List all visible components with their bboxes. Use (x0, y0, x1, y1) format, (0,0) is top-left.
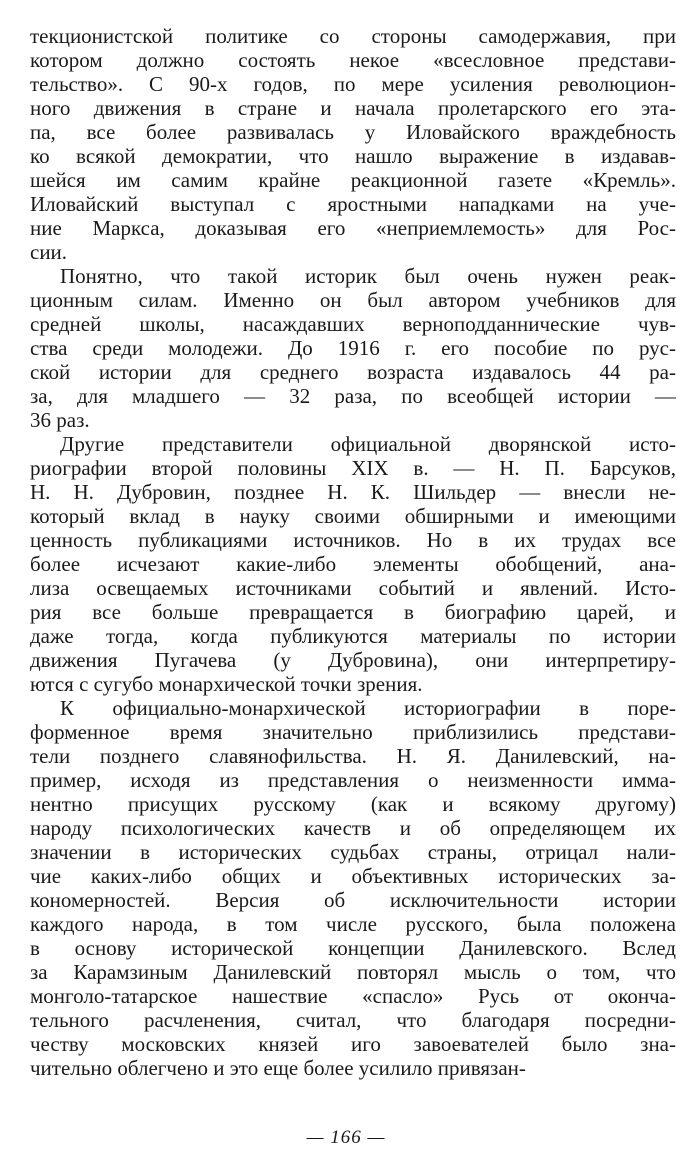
text-line: кономерностей. Версия об исключительности истории (30, 888, 676, 912)
paragraph (30, 696, 676, 1080)
text-line: в основу исторической концепции Данилевского. Вслед (30, 936, 676, 960)
text-line: тельство». С 90-х годов, по мере усиления революцион- (30, 72, 676, 96)
text-line: более исчезают какие-либо элементы обобщений, ана- (30, 552, 676, 576)
text-line: ного движения в стране и начала пролетарского его эта- (30, 96, 676, 120)
text-line: сии. (30, 240, 68, 264)
text-line: ценность публикациями источников. Но в их трудах все (30, 528, 676, 552)
text-line: монголо-татарское нашествие «спасло» Русь от оконча- (30, 984, 676, 1008)
text-line: движения Пугачева (у Дубровина), они интерпретиру- (30, 648, 676, 672)
text-line: котором должно состоять некое «всесловное представи- (30, 48, 676, 72)
page-number: — 166 — (306, 1127, 386, 1148)
text-line: К официально-монархической историографии в поре- (60, 696, 676, 720)
paragraph (30, 432, 676, 696)
text-line: пример, исходя из представления о неизменности имма- (30, 768, 676, 792)
text-line: ко всякой демократии, что нашло выражение в издавав- (30, 144, 676, 168)
text-line: за, для младшего — 32 раза, по всеобщей истории — (30, 384, 676, 408)
text-line: ются с сугубо монархической точки зрения. (30, 672, 423, 696)
text-line: тели позднего славянофильства. Н. Я. Данилевский, на- (30, 744, 676, 768)
text-line: честву московских князей иго завоевателей было зна- (30, 1032, 676, 1056)
text-line: тельного расчленения, считал, что благодаря посредни- (30, 1008, 676, 1032)
text-line: ской истории для среднего возраста издавалось 44 ра- (30, 360, 676, 384)
text-line: текционистской политике со стороны самодержавия, при (30, 24, 676, 48)
text-line: каждого народа, в том числе русского, была положена (30, 912, 676, 936)
text-line: ние Маркса, доказывая его «неприемлемость» для Рос- (30, 216, 676, 240)
paragraph (30, 264, 676, 432)
text-line: даже тогда, когда публикуются материалы по истории (30, 624, 676, 648)
text-line: па, все более развивалась у Иловайского враждебность (30, 120, 676, 144)
text-line: Н. Н. Дубровин, позднее Н. К. Шильдер — внесли не- (30, 480, 676, 504)
text-line: Другие представители официальной дворянской исто- (60, 432, 676, 456)
text-line: лиза освещаемых источниками событий и явлений. Исто- (30, 576, 676, 600)
page-body-text (30, 24, 676, 1080)
text-line: который вклад в науку своими обширными и имеющими (30, 504, 676, 528)
text-line: рия все больше превращается в биографию царей, и (30, 600, 676, 624)
text-line: ства среди молодежи. До 1916 г. его пособие по рус- (30, 336, 676, 360)
text-line: шейся им самим крайне реакционной газете «Кремль». (30, 168, 676, 192)
text-line: средней школы, насаждавших верноподданнические чув- (30, 312, 676, 336)
text-line: за Карамзиным Данилевский повторял мысль о том, что (30, 960, 676, 984)
text-line: Понятно, что такой историк был очень нужен реак- (60, 264, 676, 288)
text-line: чительно облегчено и это еще более усилило привязан- (30, 1056, 526, 1080)
text-line: народу психологических качеств и об определяющем их (30, 816, 676, 840)
text-line: Иловайский выступал с яростными нападками на уче- (30, 192, 676, 216)
text-line: риографии второй половины XIX в. — Н. П. Барсуков, (30, 456, 676, 480)
text-line: форменное время значительно приблизились представи- (30, 720, 676, 744)
paragraph (30, 24, 676, 264)
text-line: нентно присущих русскому (как и всякому другому) (30, 792, 676, 816)
text-line: 36 раз. (30, 408, 90, 432)
text-line: ционным силам. Именно он был автором учебников для (30, 288, 676, 312)
text-line: значении в исторических судьбах страны, отрицал нали- (30, 840, 676, 864)
text-line: чие каких-либо общих и объективных исторических за- (30, 864, 676, 888)
